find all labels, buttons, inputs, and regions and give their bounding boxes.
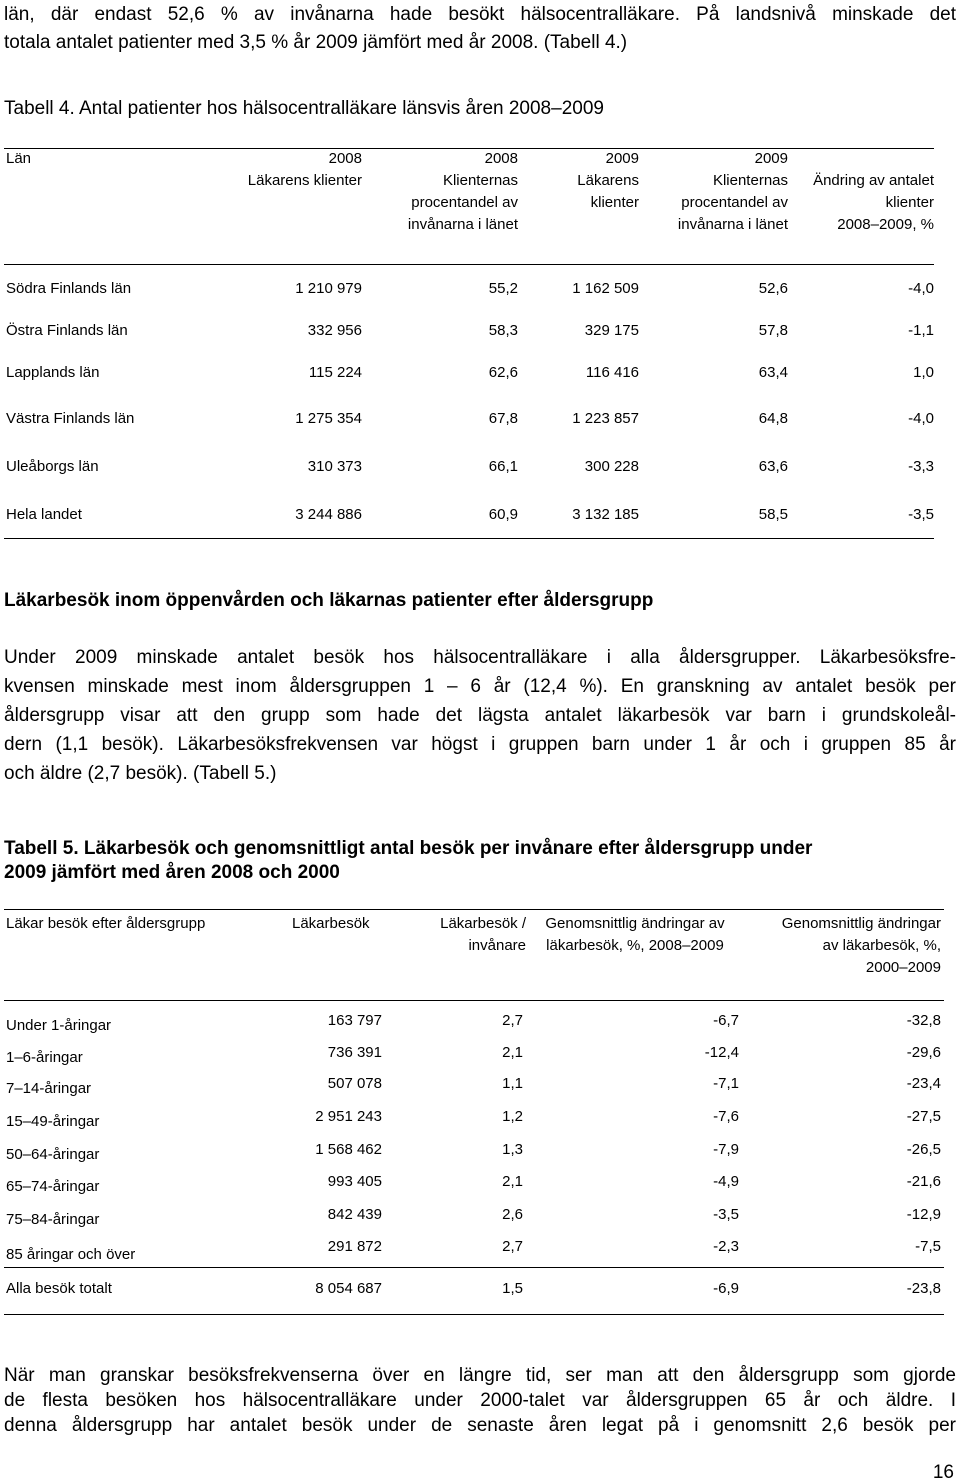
t4-row-v1: 1 275 354 — [295, 410, 362, 427]
t4-header-c1-year: 2008 — [328, 150, 362, 167]
table4-top-rule — [4, 148, 934, 149]
t5-row-v2: 1,2 — [502, 1108, 523, 1125]
t4-header-c4-l3: invånarna i länet — [677, 216, 788, 233]
t4-row-v2: 60,9 — [488, 506, 518, 523]
t5-row-v4: -26,5 — [906, 1141, 941, 1158]
t5-header-c1: Läkarbesök — [292, 915, 370, 932]
t4-row-v2: 62,6 — [488, 364, 518, 381]
t5-total-v4: -23,8 — [906, 1280, 941, 1297]
t5-header-c4-l3: 2000–2009 — [865, 959, 941, 976]
t4-row-v1: 310 373 — [307, 458, 362, 475]
table5-caption-line-2: 2009 jämfört med åren 2008 och 2000 — [4, 862, 340, 883]
t5-row-v2: 1,1 — [502, 1075, 523, 1092]
table5-top-rule — [4, 909, 944, 910]
table4-bottom-rule — [4, 538, 934, 539]
table4-caption: Tabell 4. Antal patienter hos hälsocentralläkare länsvis åren 2008–2009 — [4, 98, 604, 119]
t5-row-v2: 2,7 — [502, 1238, 523, 1255]
t4-row-v4: 63,4 — [758, 364, 788, 381]
t4-row-v2: 55,2 — [488, 280, 518, 297]
t4-header-c1-label: Läkarens klienter — [247, 172, 362, 189]
t5-row-v3: -7,1 — [713, 1075, 739, 1092]
t5-header-c4-l1: Genomsnittlig ändringar — [781, 915, 941, 932]
table5-header-rule — [4, 1000, 944, 1001]
t5-row-v4: -32,8 — [906, 1012, 941, 1029]
t4-header-c5-l3: 2008–2009, % — [837, 216, 934, 233]
t4-row-v5: 1,0 — [913, 364, 934, 381]
t5-row-v2: 2,1 — [502, 1044, 523, 1061]
t4-header-c2-l3: invånarna i länet — [407, 216, 518, 233]
table5-bottom-rule — [4, 1314, 944, 1315]
t5-row-v2: 2,1 — [502, 1173, 523, 1190]
t5-row-v3: -7,9 — [713, 1141, 739, 1158]
t4-header-c4-l2: procentandel av — [681, 194, 788, 211]
t4-row-v2: 66,1 — [488, 458, 518, 475]
t5-row-name: 1–6-åringar — [6, 1049, 83, 1066]
t4-row-v4: 63,6 — [758, 458, 788, 475]
t4-row-v5: -4,0 — [908, 280, 934, 297]
t5-row-name: 50–64-åringar — [6, 1146, 100, 1163]
page-number: 16 — [932, 1462, 954, 1483]
t4-header-c4-l1: Klienternas — [712, 172, 788, 189]
section-line-5: och äldre (2,7 besök). (Tabell 5.) — [4, 763, 277, 784]
t5-header-c4-l2: av läkarbesök, %, — [822, 937, 941, 954]
t4-row-v2: 67,8 — [488, 410, 518, 427]
t5-total-v1: 8 054 687 — [315, 1280, 382, 1297]
t5-row-v2: 1,3 — [502, 1141, 523, 1158]
t4-row-v3: 1 223 857 — [572, 410, 639, 427]
t5-row-v3: -4,9 — [713, 1173, 739, 1190]
section-line-2: kvensen minskade mest inom åldersgruppen 1 – 6 år (12,4 %). En granskning av antalet besök per — [4, 676, 956, 697]
t5-row-name: 75–84-åringar — [6, 1211, 100, 1228]
t5-row-v3: -2,3 — [713, 1238, 739, 1255]
t5-row-v1: 163 797 — [327, 1012, 382, 1029]
t5-row-v1: 993 405 — [327, 1173, 382, 1190]
t5-row-v1: 736 391 — [327, 1044, 382, 1061]
t4-row-name: Hela landet — [6, 506, 82, 523]
t4-header-c2-l2: procentandel av — [411, 194, 518, 211]
t5-total-name: Alla besök totalt — [6, 1280, 112, 1297]
t5-row-v1: 507 078 — [327, 1075, 382, 1092]
t5-header-c3-l1: Genomsnittlig ändringar av — [545, 915, 725, 932]
table4-header-rule — [4, 264, 934, 265]
t4-row-v1: 115 224 — [308, 364, 362, 381]
t4-header-c5-l2: klienter — [885, 194, 934, 211]
t5-row-v4: -27,5 — [906, 1108, 941, 1125]
t5-row-v1: 291 872 — [327, 1238, 382, 1255]
t5-row-v4: -7,5 — [915, 1238, 941, 1255]
t4-row-v5: -4,0 — [908, 410, 934, 427]
t4-row-name: Västra Finlands län — [6, 410, 135, 427]
t5-row-v4: -29,6 — [906, 1044, 941, 1061]
t5-row-name: 15–49-åringar — [6, 1113, 100, 1130]
t5-header-c2-l1: Läkarbesök / — [440, 915, 526, 932]
t4-row-v5: -3,5 — [908, 506, 934, 523]
t5-row-v2: 2,6 — [502, 1206, 523, 1223]
t4-header-c2-l1: Klienternas — [442, 172, 518, 189]
t4-header-c3-year: 2009 — [605, 150, 639, 167]
t4-row-name: Uleåborgs län — [6, 458, 99, 475]
t4-header-c3-l1: Läkarens — [577, 172, 639, 189]
t4-row-v4: 64,8 — [758, 410, 788, 427]
t4-header-c2-year: 2008 — [484, 150, 518, 167]
t5-row-v4: -12,9 — [906, 1206, 941, 1223]
outro-line-1: När man granskar besöksfrekvenserna över en längre tid, ser man att den åldersgrupp som gjorde — [4, 1365, 956, 1386]
section-line-1: Under 2009 minskade antalet besök hos hälsocentralläkare i alla åldersgrupper. Läkarbesöksfre- — [4, 647, 956, 668]
t5-row-name: Under 1-åringar — [6, 1017, 112, 1034]
table5-total-rule — [4, 1267, 944, 1268]
t5-row-v1: 1 568 462 — [315, 1141, 382, 1158]
t5-row-v2: 2,7 — [502, 1012, 523, 1029]
t4-row-v5: -3,3 — [908, 458, 934, 475]
t5-header-c2-l2: invånare — [468, 937, 526, 954]
t4-row-v3: 1 162 509 — [572, 280, 639, 297]
t5-row-v1: 2 951 243 — [315, 1108, 382, 1125]
t4-row-name: Östra Finlands län — [6, 322, 128, 339]
outro-line-3: denna åldersgrupp har antalet besök under de senaste åren legat på i genomsnitt 2,6 besök per — [4, 1415, 956, 1436]
t5-total-v3: -6,9 — [713, 1280, 739, 1297]
t5-row-name: 85 åringar och över — [6, 1246, 136, 1263]
t4-row-v1: 3 244 886 — [295, 506, 362, 523]
t5-row-v1: 842 439 — [327, 1206, 382, 1223]
t4-row-v2: 58,3 — [488, 322, 518, 339]
intro-line-2: totala antalet patienter med 3,5 % år 2009 jämfört med år 2008. (Tabell 4.) — [4, 32, 628, 53]
t4-row-v3: 116 416 — [585, 364, 639, 381]
t4-row-name: Södra Finlands län — [6, 280, 132, 297]
t5-header-c3-l2: läkarbesök, %, 2008–2009 — [546, 937, 724, 954]
t4-row-v1: 332 956 — [307, 322, 362, 339]
intro-line-1: län, där endast 52,6 % av invånarna hade besökt hälsocentralläkare. På landsnivå minskade det — [4, 4, 956, 25]
t5-row-v4: -21,6 — [906, 1173, 941, 1190]
section-line-4: dern (1,1 besök). Läkarbesöksfrekvensen var högst i gruppen barn under 1 år och i gruppen 85 år — [4, 734, 956, 755]
t4-header-c3-l2: klienter — [590, 194, 639, 211]
t5-row-v3: -3,5 — [713, 1206, 739, 1223]
outro-line-2: de flesta besöken hos hälsocentralläkare under 2000-talet var åldersgruppen 65 år och äldre. I — [4, 1390, 956, 1411]
table5-caption-line-1: Tabell 5. Läkarbesök och genomsnittligt antal besök per invånare efter åldersgrupp under — [4, 838, 813, 859]
t4-row-v5: -1,1 — [908, 322, 934, 339]
t5-row-name: 65–74-åringar — [6, 1178, 100, 1195]
t4-row-v3: 329 175 — [584, 322, 639, 339]
t5-row-v3: -12,4 — [704, 1044, 739, 1061]
t4-row-v4: 52,6 — [758, 280, 788, 297]
t4-header-c5-l1: Ändring av antalet — [813, 172, 934, 189]
section-line-3: åldersgrupp visar att den grupp som hade det lägsta antalet läkarbesök var barn i grundskoleål- — [4, 705, 956, 726]
t4-row-v3: 300 228 — [584, 458, 639, 475]
t4-header-lan: Län — [6, 150, 32, 167]
t4-row-v3: 3 132 185 — [572, 506, 639, 523]
t5-total-v2: 1,5 — [502, 1280, 523, 1297]
t5-row-v4: -23,4 — [906, 1075, 941, 1092]
t4-header-c4-year: 2009 — [754, 150, 788, 167]
t4-row-v1: 1 210 979 — [295, 280, 362, 297]
t5-row-v3: -7,6 — [713, 1108, 739, 1125]
t4-row-v4: 57,8 — [758, 322, 788, 339]
t4-row-name: Lapplands län — [6, 364, 100, 381]
t4-row-v4: 58,5 — [758, 506, 788, 523]
t5-header-c0: Läkar besök efter åldersgrupp — [6, 915, 206, 932]
t5-row-v3: -6,7 — [713, 1012, 739, 1029]
section-heading: Läkarbesök inom öppenvården och läkarnas patienter efter åldersgrupp — [4, 590, 654, 611]
t5-row-name: 7–14-åringar — [6, 1080, 92, 1097]
